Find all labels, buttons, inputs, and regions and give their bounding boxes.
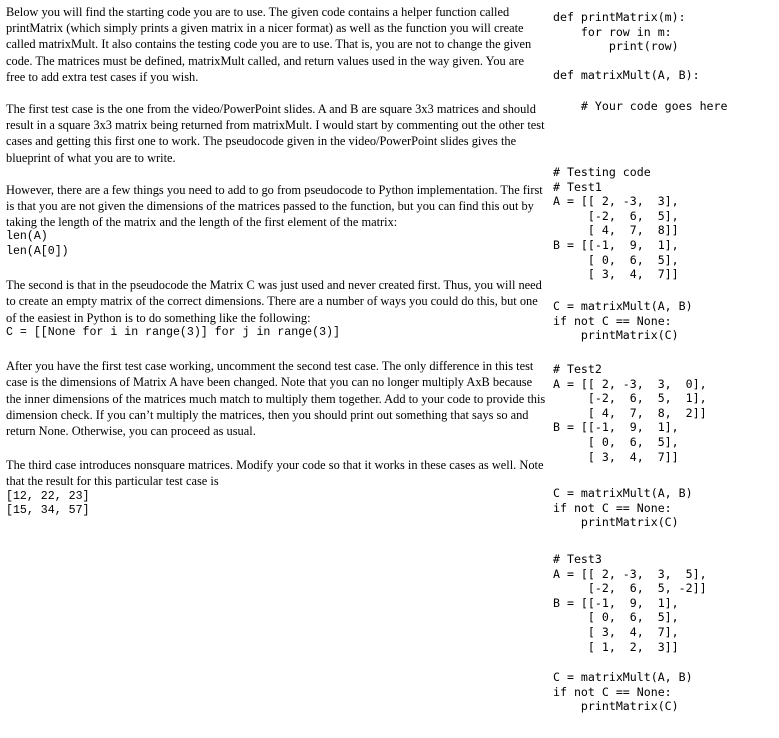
- matrix-mult-signature: def matrixMult(A, B):: [553, 68, 700, 82]
- code-column: [553, 10, 775, 714]
- print-matrix-function: def printMatrix(m): for row in m: print(row): [553, 10, 686, 54]
- matrix-c-paragraph: The second is that in the pseudocode the Matrix C was just used and never created first. Thus, you will need to create an empty matrix of the correct dimensions. There are a number of ways you could do this, but one of the easiest in Python is to do something like the following:: [6, 278, 542, 325]
- instructions-column: [6, 4, 546, 519]
- test3-paragraph: The third case introduces nonsquare matrices. Modify your code so that it works in these cases as well. Note that the result for this particular test case is: [6, 458, 544, 489]
- intro-paragraph: Below you will find the starting code you are to use. The given code contains a helper function called printMatrix (which simply prints a given matrix in a nicer format) as well as the function you will create called matrixMult. It also contains the testing code you are to use. That is, you are not to change the given code. The matrices must be defined, matrixMult called, and return values used in the way given. You are free to add extra test cases if you wish.: [6, 5, 532, 84]
- test2-call: C = matrixMult(A, B) if not C == None: printMatrix(C): [553, 486, 693, 530]
- empty-matrix-code-snippet: C = [[None for i in range(3)] for j in range(3)]: [6, 325, 340, 339]
- test1-call: C = matrixMult(A, B) if not C == None: printMatrix(C): [553, 299, 693, 343]
- expected-result-snippet: [12, 22, 23] [15, 34, 57]: [6, 489, 90, 518]
- test1-paragraph: The first test case is the one from the video/PowerPoint slides. A and B are square 3x3 matrices and should result in a square 3x3 matrix being returned from matrixMult. I would start by commenting out the other test cases and getting this first one to work. The pseudocode given in the video/PowerPoint slides gives the blueprint of what you are to write.: [6, 102, 545, 165]
- your-code-comment: # Your code goes here: [553, 99, 728, 113]
- test1-matrices: # Testing code # Test1 A = [[ 2, -3, 3], [-2, 6, 5], [ 4, 7, 8]] B = [[-1, 9, 1], [ 0, 6, 5], [ 3, 4, 7]]: [553, 165, 679, 282]
- len-code-snippet: len(A) len(A[0]): [6, 230, 69, 258]
- test2-matrices: # Test2 A = [[ 2, -3, 3, 0], [-2, 6, 5, 1], [ 4, 7, 8, 2]] B = [[-1, 9, 1], [ 0, 6, 5], [ 3, 4, 7]]: [553, 362, 707, 464]
- test3-call: C = matrixMult(A, B) if not C == None: printMatrix(C): [553, 670, 693, 714]
- test3-matrices: # Test3 A = [[ 2, -3, 3, 5], [-2, 6, 5, -2]] B = [[-1, 9, 1], [ 0, 6, 5], [ 3, 4, 7], [ 1, 2, 3]]: [553, 552, 707, 654]
- test2-paragraph: After you have the first test case working, uncomment the second test case. The only difference in this test case is the dimensions of Matrix A have been changed. Note that you can no longer multiply AxB because the inner dimensions of the matrices much match to multiply them together. Add to your code to provide this dimension check. If you can’t multiply the matrices, then you should print out something that says so and return None. Otherwise, you can proceed as usual.: [6, 359, 546, 439]
- dimensions-paragraph: However, there are a few things you need to add to go from pseudocode to Python implementation. The first is that you are not given the dimensions of the matrices passed to the function, but you can find this out by taking the length of the matrix and the length of the first element of the matrix:: [6, 182, 543, 230]
